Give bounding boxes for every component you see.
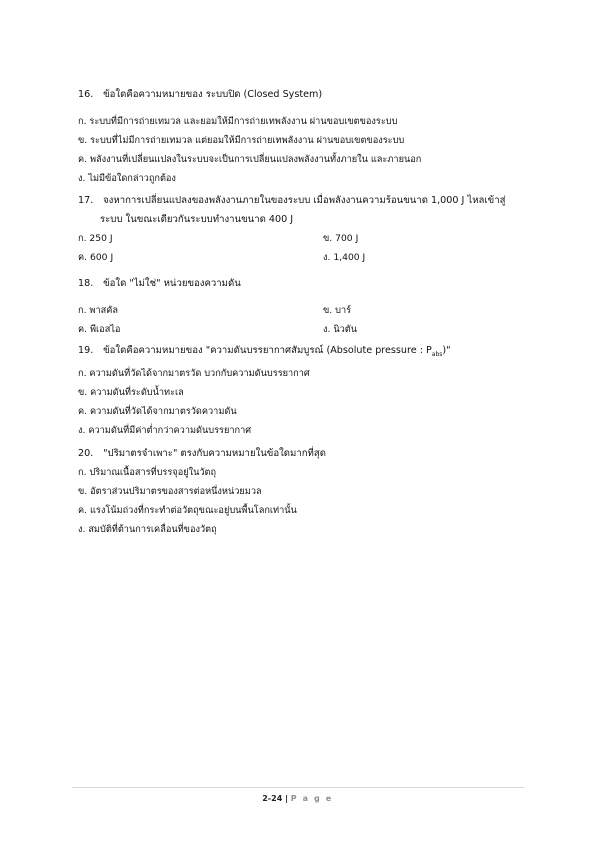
question-number: 17. — [78, 195, 94, 206]
option-c: ค. ความดันที่วัดได้จากมาตรวัดความดัน — [78, 405, 237, 417]
page-footer — [0, 794, 595, 803]
option-b: ข. บาร์ — [323, 305, 352, 316]
question-16 — [78, 85, 538, 188]
option-b: ข. ความดันที่ระดับน้ำทะเล — [78, 386, 184, 398]
question-text: ข้อใด "ไม่ใช่" หน่วยของความดัน — [103, 278, 241, 289]
option-d: ง. นิวตัน — [323, 324, 358, 335]
question-text: "ปริมาตรจำเพาะ" ตรงกับความหมายในข้อใดมากที่สุด — [103, 448, 326, 459]
question-number: 19. — [78, 345, 94, 356]
option-c: ค. พีเอสไอ — [78, 324, 121, 335]
question-20-stem — [78, 444, 538, 463]
question-17-stem — [78, 191, 538, 210]
option-d: ง. สมบัติที่ต้านการเคลื่อนที่ของวัตถุ — [78, 524, 217, 535]
page-label: P a g e — [290, 794, 333, 803]
question-18-stem — [78, 274, 538, 293]
option-a: ก. พาสคัล — [78, 305, 119, 316]
question-number: 16. — [78, 89, 94, 100]
footer-separator: | — [285, 794, 288, 803]
option-c: ค. 600 J — [78, 252, 114, 263]
option-d: ง. 1,400 J — [323, 252, 366, 263]
option-c: ค. แรงโน้มถ่วงที่กระทำต่อวัตถุขณะอยู่บนพื้นโลกเท่านั้น — [78, 505, 297, 516]
option-d: ง. ความดันที่มีค่าต่ำกว่าความดันบรรยากาศ — [78, 424, 252, 436]
option-d: ง. ไม่มีข้อใดกล่าวถูกต้อง — [78, 173, 176, 184]
option-b: ข. อัตราส่วนปริมาตรของสารต่อหนึ่งหน่วยมวล — [78, 486, 262, 497]
question-text: ข้อใดคือความหมายของ "ความดันบรรยากาศสัมบูรณ์ (Absolute pressure : P — [103, 345, 432, 356]
question-19-stem — [78, 341, 538, 364]
option-a: ก. ปริมาณเนื้อสารที่บรรจุอยู่ในวัตถุ — [78, 467, 217, 478]
question-text-end: )" — [442, 345, 451, 356]
question-text-continued: ระบบ ในขณะเดียวกันระบบทำงานขนาด 400 J — [100, 214, 294, 225]
question-number: 18. — [78, 278, 94, 289]
option-b: ข. ระบบที่ไม่มีการถ่ายเทมวล แต่ยอมให้มีการถ่ายเทพลังงาน ผ่านขอบเขตของระบบ — [78, 135, 405, 146]
question-20 — [78, 444, 538, 539]
question-text: ข้อใดคือความหมายของ ระบบปิด (Closed System) — [103, 89, 323, 100]
page-number: 2-24 — [262, 794, 283, 803]
question-number: 20. — [78, 448, 94, 459]
option-c: ค. พลังงานที่เปลี่ยนแปลงในระบบจะเป็นการเปลี่ยนแปลงพลังงานทั้งภายใน และภายนอก — [78, 154, 422, 165]
option-b: ข. 700 J — [323, 233, 359, 244]
option-a: ก. ความดันที่วัดได้จากมาตรวัด บวกกับความดันบรรยากาศ — [78, 367, 310, 379]
option-a: ก. 250 J — [78, 233, 113, 244]
question-text: จงหาการเปลี่ยนแปลงของพลังงานภายในของระบบ เมื่อพลังงานความร้อนขนาด 1,000 J ไหลเข้าสู่ — [103, 195, 506, 206]
question-19 — [78, 341, 538, 440]
question-16-stem — [78, 85, 538, 104]
question-18 — [78, 274, 538, 339]
question-17 — [78, 191, 538, 267]
subscript-abs: abs — [431, 350, 443, 358]
footer-divider — [72, 787, 524, 788]
option-a: ก. ระบบที่มีการถ่ายเทมวล และยอมให้มีการถ่ายเทพลังงาน ผ่านขอบเขตของระบบ — [78, 116, 398, 127]
